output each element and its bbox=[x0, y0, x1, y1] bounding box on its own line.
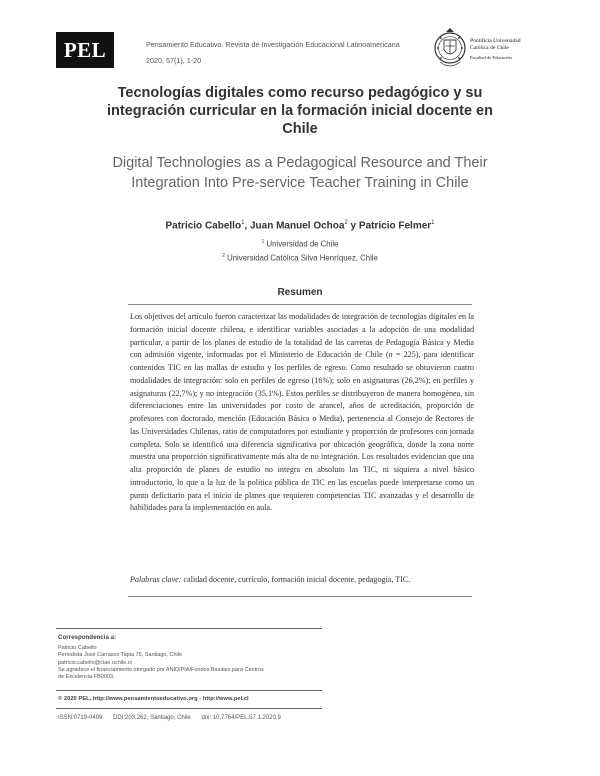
faculty-name: Facultad de Educación bbox=[470, 55, 512, 60]
correspondence-line: Periodista José Carrasco Tapia 75, Santiago, Chile bbox=[58, 652, 183, 659]
abstract-text-part1: Los objetivos del artículo fueron caracterizar las modalidades de integración de tecnologías digitales en la formación inicial docente chilena, e identificar variables asociadas a la adopción de una modalidad particular, a partir de los planes de estudio de la totalidad de las carreras de Pedagogía Básica y Media con admisión vigente, informadas por el Ministerio de Educación de Chile ( bbox=[130, 312, 474, 360]
abstract-heading: Resumen bbox=[277, 287, 323, 298]
affiliation bbox=[100, 253, 500, 263]
doi: doi: 10.7764/PEL.57.1.2020.9 bbox=[201, 715, 281, 721]
identifiers-rule bbox=[56, 708, 322, 709]
issn: ISSN:0719-0409 bbox=[58, 715, 103, 721]
keywords-text: calidad docente, currículo, formación inicial docente, pedagogía, TIC. bbox=[181, 575, 411, 584]
author-name: Patricio Cabello bbox=[165, 220, 242, 232]
journal-logo-text: PEL bbox=[63, 37, 107, 62]
keywords-label: Palabras clave: bbox=[130, 575, 182, 584]
affiliation bbox=[100, 239, 500, 249]
affiliation-mark: 1 bbox=[261, 239, 265, 245]
affiliation-text: Universidad de Chile bbox=[266, 239, 339, 249]
abstract-text-part2: = 225), para identificar contenidos TIC en las mallas de estudio y los perfiles de egreso. Como resultado se obtuvieron cuatro modalidades de integración: solo en perfiles de egreso (16%); solo en asignaturas (26,2%); en perfiles y asignaturas (22,7%); y no integración (35,1%). Estos perfiles se distribuyeron de manera homogénea, sin diferenciaciones entre las universidades por costo de arancel, años de acreditación, proporción de profesores con doctorado, mención (Educación Básica o Media), pertenencia al Consejo de Rectores de las Universidades Chilenas, ratio de computadores por estudiante y proporción de profesores con jornada completa. Solo se identificó una diferencia significativa por ubicación geográfica, donde la zona norte muestra una proporción significativamente más alta de no integración. Los resultados evidencian que una alta proporción de planes de estudio no integra en absoluto las TIC, ni siquiera a nivel básico introductorio, lo que a la luz de la política pública de TIC en las escuelas puede interpretarse como un punto deficitario para el inicio de planes que requieren competencias TIC avanzadas y el desarrollo de habilidades para la implementación en aula. bbox=[130, 350, 474, 513]
author-name: Patricio Felmer bbox=[358, 220, 432, 232]
correspondence-details bbox=[58, 645, 328, 681]
title-english: Digital Technologies as a Pedagogical Resource and Their Integration Into Pre-service Teacher Training in Chile bbox=[112, 155, 488, 191]
abstract-bottom-rule bbox=[128, 596, 472, 597]
correspondence-line: de Excelencia FB0003. bbox=[58, 674, 115, 681]
author-affiliation-mark: 2 bbox=[344, 220, 348, 226]
author-list bbox=[100, 220, 500, 231]
author-affiliation-mark: 1 bbox=[241, 220, 245, 226]
copyright-line: © 2020 PEL, http://www.pensamientoeducativo.org - http://www.pel.cl bbox=[58, 696, 249, 702]
abstract-paragraph bbox=[130, 311, 474, 515]
keywords bbox=[130, 575, 474, 584]
abstract-n-symbol: n bbox=[388, 350, 393, 360]
correspondence-email: patricio.cabello@ciae.uchile.cl bbox=[58, 659, 132, 666]
university-name bbox=[470, 38, 570, 61]
correspondence-line: Se agradece el financiamiento otorgado por ANID/PIA/Fondos Basales para Centros bbox=[58, 666, 264, 673]
journal-name: Pensamiento Educativo. Revista de Investigación Educacional Latinoamericana bbox=[146, 40, 400, 49]
journal-header bbox=[146, 37, 416, 69]
affiliation-text: Universidad Católica Silva Henríquez, Chile bbox=[227, 253, 378, 263]
author-affiliation-mark: 1 bbox=[431, 220, 435, 226]
university-name-line2: Católica de Chile bbox=[470, 45, 509, 51]
correspondence-line: Patricio Cabello bbox=[58, 645, 97, 651]
author-name: Juan Manuel Ochoa bbox=[249, 220, 345, 232]
journal-logo bbox=[56, 32, 114, 68]
author-separator: , bbox=[244, 220, 250, 232]
title-spanish: Tecnologías digitales como recurso pedagógico y su integración curricular en la formación inicial docente en Chile bbox=[107, 85, 493, 137]
university-logo bbox=[432, 26, 562, 76]
footnote-rule bbox=[56, 628, 322, 629]
abstract-top-rule bbox=[128, 304, 472, 305]
abstract-body bbox=[130, 311, 474, 515]
copyright-rule bbox=[56, 690, 322, 691]
university-name-line1: Pontificia Universidad bbox=[470, 38, 521, 44]
university-seal-icon bbox=[432, 26, 468, 76]
correspondence-heading: Correspondencia a: bbox=[58, 634, 117, 641]
identifiers bbox=[58, 715, 290, 721]
author-separator: y bbox=[347, 220, 359, 232]
ddi: DDI:203.262, Santiago, Chile bbox=[113, 715, 191, 721]
affiliation-mark: 2 bbox=[222, 253, 225, 259]
journal-volume: 2020, 57(1), 1-20 bbox=[146, 56, 202, 65]
